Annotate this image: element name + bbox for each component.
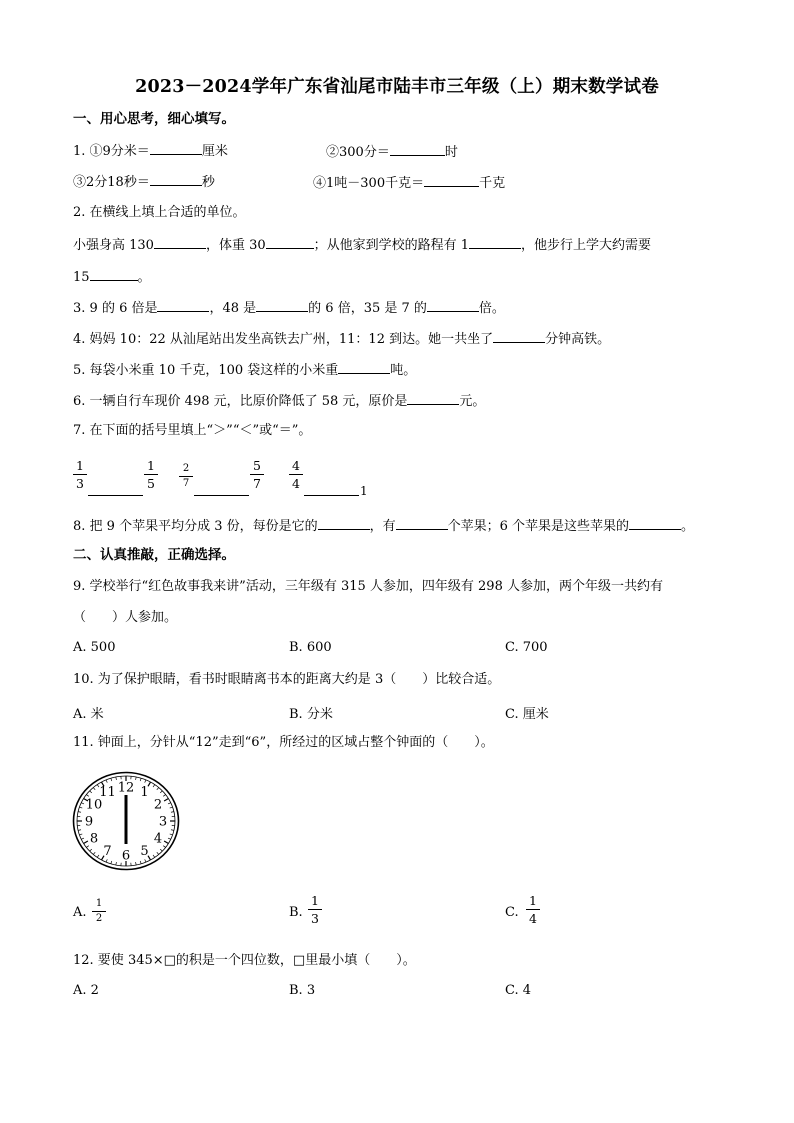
question-1-row-2: ③2分18秒＝ 秒 — [73, 172, 215, 192]
clock-number: 8 — [89, 831, 99, 847]
fraction-2-7: 2 7 — [179, 463, 193, 490]
clock-tick — [97, 855, 99, 857]
q10-option-b[interactable]: B. 分米 — [289, 707, 333, 722]
question-6: 6. 一辆自行车现价 498 元，比原价降低了 58 元，原价是 元。 — [73, 391, 485, 411]
clock-tick — [163, 795, 165, 797]
fraction-1-3: 1 3 — [73, 458, 87, 491]
clock-number: 3 — [158, 814, 168, 830]
answer-blank[interactable] — [493, 329, 545, 343]
clock-face-image — [72, 771, 180, 871]
compare-blank-3[interactable] — [304, 495, 359, 496]
fraction-5-7: 5 7 — [250, 458, 264, 491]
answer-blank[interactable] — [150, 141, 202, 155]
clock-tick — [170, 807, 173, 808]
clock-tick — [106, 780, 107, 783]
compare-blank-2[interactable] — [194, 495, 249, 496]
clock-number: 11 — [99, 785, 116, 801]
clock-number: 12 — [117, 780, 135, 796]
clock-tick — [86, 846, 88, 848]
question-2-stem: 2. 在横线上填上合适的单位。 — [73, 205, 246, 220]
page-title: 2023－2024学年广东省汕尾市陆丰市三年级（上）期末数学试卷 — [135, 77, 659, 97]
question-1-part-d: ④1吨－300千克＝ 千克 — [313, 172, 505, 191]
answer-blank[interactable] — [629, 516, 681, 530]
clock-tick — [136, 862, 137, 865]
clock-tick — [79, 807, 82, 808]
answer-blank[interactable] — [154, 235, 206, 249]
fraction-4-4: 4 4 — [289, 458, 303, 491]
question-9-line-2: （ ）人参加。 — [73, 610, 178, 625]
clock-tick — [93, 852, 95, 854]
answer-blank[interactable] — [338, 360, 390, 374]
clock-tick — [171, 830, 174, 831]
clock-tick — [90, 791, 92, 793]
question-2-line-1: 小强身高 130 ，体重 30 ；从他家到学校的路程有 1 ，他步行上学大约需要 — [73, 235, 651, 255]
section-heading-1: 一、用心思考，细心填写。 — [73, 111, 235, 127]
clock-number: 4 — [153, 831, 163, 847]
q10-option-a[interactable]: A. 米 — [73, 707, 104, 722]
answer-blank[interactable] — [396, 516, 448, 530]
answer-blank[interactable] — [157, 298, 209, 312]
answer-blank[interactable] — [407, 391, 459, 405]
q12-option-a[interactable]: A. 2 — [73, 983, 99, 998]
clock-tick — [93, 788, 95, 790]
clock-tick — [157, 788, 159, 790]
clock-tick — [163, 846, 165, 848]
q12-option-b[interactable]: B. 3 — [289, 983, 316, 998]
clock-tick — [116, 777, 117, 780]
clock-tick — [171, 812, 174, 813]
q11-option-c-fraction: 1 4 — [526, 893, 540, 926]
clock-number: 7 — [103, 843, 112, 859]
q1-part-a: 1. ①9分米＝ — [73, 144, 150, 159]
clock-tick — [111, 861, 112, 864]
question-11: 11. 钟面上，分针从“12”走到“6”，所经过的区域占整个钟面的（ ）。 — [73, 735, 494, 750]
q11-option-c-label[interactable]: C. — [505, 905, 519, 920]
clock-tick — [79, 834, 82, 835]
clock-number: 6 — [121, 848, 131, 864]
clock-tick — [145, 780, 146, 783]
question-7-stem: 7. 在下面的括号里填上“＞”“＜”或“＝”。 — [73, 423, 312, 438]
question-1-row-1 — [73, 141, 228, 161]
question-1-part-b: ②300分＝ 时 — [326, 141, 458, 160]
question-12: 12. 要使 345×□的积是一个四位数，□里最小填（ ）。 — [73, 953, 416, 968]
q9-option-a[interactable]: A. 500 — [73, 640, 116, 655]
clock-tick — [157, 852, 159, 854]
q9-option-c[interactable]: C. 700 — [505, 640, 548, 655]
q11-option-b-fraction: 1 3 — [308, 893, 322, 926]
answer-blank[interactable] — [150, 172, 202, 186]
answer-blank[interactable] — [266, 235, 314, 249]
fraction-1-5: 1 5 — [144, 458, 158, 491]
clock-tick — [84, 841, 88, 844]
compare-blank-1[interactable] — [88, 495, 143, 496]
clock-tick — [160, 849, 162, 851]
clock-tick — [164, 841, 168, 844]
clock-tick — [160, 791, 162, 793]
clock-tick — [140, 778, 141, 781]
clock-tick — [170, 834, 173, 835]
q10-option-c[interactable]: C. 厘米 — [505, 707, 549, 722]
question-10: 10. 为了保护眼睛，看书时眼睛离书本的距离大约是 3（ ）比较合适。 — [73, 672, 501, 687]
q11-option-b-label[interactable]: B. — [289, 905, 303, 920]
clock-tick — [168, 803, 171, 804]
q1-unit-a: 厘米 — [201, 144, 228, 159]
clock-icon — [72, 771, 180, 871]
clock-tick — [164, 799, 168, 802]
answer-blank[interactable] — [427, 298, 479, 312]
question-4: 4. 妈妈 10：22 从汕尾站出发坐高铁去广州，11：12 到达。她一共坐了 分钟高铁。 — [73, 329, 610, 349]
number-one: 1 — [360, 484, 368, 498]
q11-option-a-label[interactable]: A. — [73, 905, 87, 920]
answer-blank[interactable] — [469, 235, 521, 249]
clock-tick — [168, 838, 171, 839]
question-3: 3. 9 的 6 倍是 ，48 是 的 6 倍，35 是 7 的 倍。 — [73, 298, 505, 318]
question-2-line-2: 15 。 — [73, 267, 151, 287]
clock-tick — [153, 855, 155, 857]
answer-blank[interactable] — [390, 142, 445, 156]
clock-tick — [90, 849, 92, 851]
clock-tick — [81, 838, 84, 839]
clock-tick — [86, 795, 88, 797]
clock-number: 2 — [153, 797, 163, 813]
clock-tick — [145, 859, 146, 862]
clock-tick — [106, 859, 107, 862]
q9-option-b[interactable]: B. 600 — [289, 640, 332, 655]
q1-part-c: ③2分18秒＝ — [73, 175, 150, 190]
clock-tick — [153, 785, 155, 787]
clock-tick — [136, 777, 137, 780]
clock-number: 1 — [140, 785, 149, 801]
question-5: 5. 每袋小米重 10 千克，100 袋这样的小米重 吨。 — [73, 360, 416, 380]
section-heading-2: 二、认真推敲，正确选择。 — [73, 547, 235, 563]
clock-tick — [116, 862, 117, 865]
clock-tick — [81, 803, 84, 804]
answer-blank[interactable] — [424, 173, 479, 187]
clock-tick — [78, 830, 81, 831]
clock-number: 9 — [84, 814, 94, 830]
q12-option-c[interactable]: C. 4 — [505, 983, 532, 998]
clock-tick — [140, 861, 141, 864]
answer-blank[interactable] — [90, 267, 138, 281]
clock-tick — [111, 778, 112, 781]
clock-number: 5 — [140, 843, 149, 859]
clock-tick — [78, 812, 81, 813]
answer-blank[interactable] — [318, 516, 370, 530]
answer-blank[interactable] — [256, 298, 308, 312]
question-9-line-1: 9. 学校举行“红色故事我来讲”活动，三年级有 315 人参加，四年级有 298 人参加，两个年级一共约有 — [73, 579, 663, 594]
q11-option-a-fraction: 1 2 — [92, 898, 106, 925]
clock-number: 10 — [85, 797, 103, 813]
question-8: 8. 把 9 个苹果平均分成 3 份，每份是它的 ，有 个苹果；6 个苹果是这些苹果的 。 — [73, 516, 694, 536]
